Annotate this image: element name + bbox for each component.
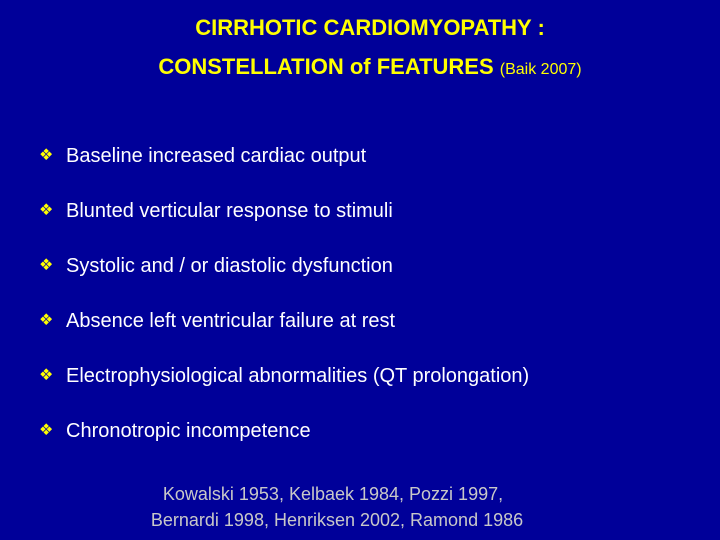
diamond-bullet-icon: ❖ — [39, 202, 54, 219]
title-text-2: CONSTELLATION of FEATURES — [158, 54, 494, 79]
bullet-item — [39, 253, 393, 279]
diamond-bullet-icon: ❖ — [39, 422, 54, 439]
bullet-item — [39, 308, 395, 334]
bullet-text: Systolic and / or diastolic dysfunction — [66, 255, 393, 277]
bullet-item — [39, 418, 311, 444]
bullet-text: Absence left ventricular failure at rest — [66, 310, 396, 332]
diamond-bullet-icon: ❖ — [39, 367, 54, 384]
bullet-item — [39, 363, 529, 389]
bullet-text: Baseline increased cardiac output — [66, 145, 367, 167]
diamond-bullet-icon: ❖ — [39, 312, 54, 329]
bullet-text: Blunted verticular response to stimuli — [66, 200, 393, 222]
title-citation: (Baik 2007) — [499, 61, 582, 78]
references-line-1: Kowalski 1953, Kelbaek 1984, Pozzi 1997, — [162, 484, 504, 504]
bullet-text: Electrophysiological abnormalities (QT prolongation) — [66, 365, 530, 387]
diamond-bullet-icon: ❖ — [39, 147, 54, 164]
references-line-2: Bernardi 1998, Henriksen 2002, Ramond 1986 — [150, 510, 524, 530]
slide-title-line-2 — [10, 53, 720, 84]
title-text-1: CIRRHOTIC CARDIOMYOPATHY : — [195, 15, 545, 40]
diamond-bullet-icon: ❖ — [39, 257, 54, 274]
bullet-item — [39, 143, 366, 169]
slide-title-line-1 — [10, 14, 720, 42]
bullet-item — [39, 198, 393, 224]
bullet-text: Chronotropic incompetence — [66, 420, 311, 442]
